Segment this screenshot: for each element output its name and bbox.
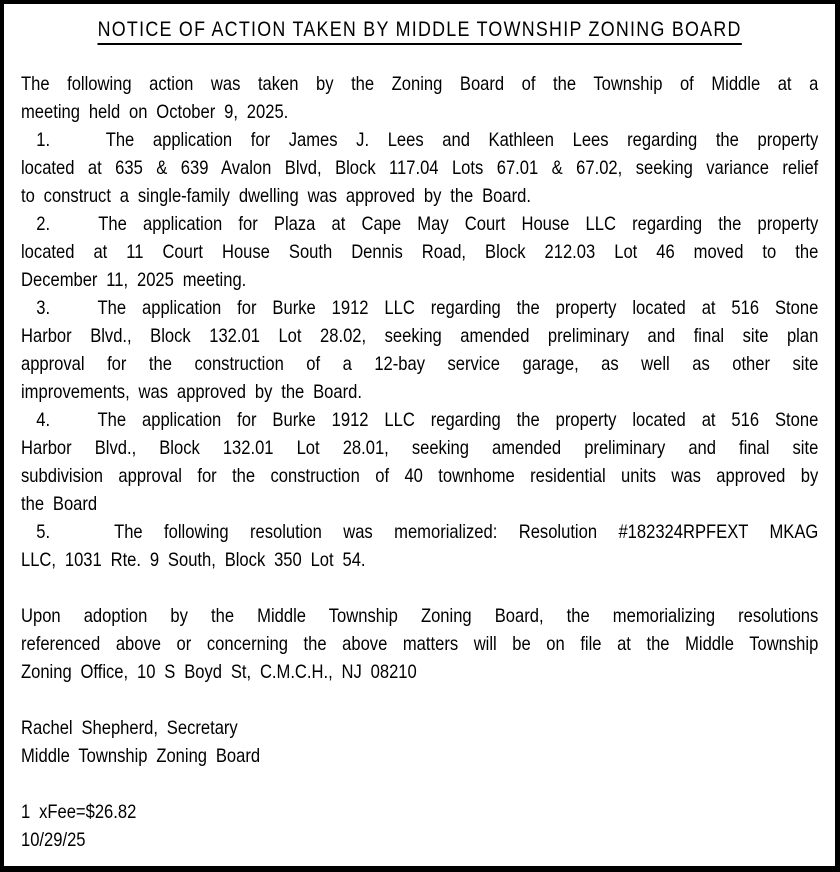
notice-line: Zoning Office, 10 S Boyd St, C.M.C.H., NJ 08210	[21, 661, 417, 683]
notice-line: The following action was taken by the Zoning Board of the Township of Middle at a	[21, 73, 819, 95]
notice-line: Upon adoption by the Middle Township Zoning Board, the memorializing resolutions	[21, 605, 819, 627]
signature-block	[21, 714, 818, 770]
notice-line: located at 635 & 639 Avalon Blvd, Block 117.04 Lots 67.01 & 67.02, seeking variance relief	[21, 157, 819, 179]
notice-content	[4, 4, 835, 854]
notice-line: subdivision approval for the construction of 40 townhome residential units was approved by	[21, 465, 819, 487]
notice-line: improvements, was approved by the Board.	[21, 381, 362, 403]
item-1	[21, 126, 818, 210]
signature-org-line: Middle Township Zoning Board	[21, 745, 261, 767]
item-4	[21, 406, 818, 518]
notice-line: referenced above or concerning the above matters will be on file at the Middle Township	[21, 633, 819, 655]
notice-line: 3. The application for Burke 1912 LLC regarding the property located at 516 Stone	[36, 297, 819, 319]
notice-line: Harbor Blvd., Block 132.01 Lot 28.02, seeking amended preliminary and final site plan	[21, 325, 819, 347]
notice-line: Harbor Blvd., Block 132.01 Lot 28.01, seeking amended preliminary and final site	[21, 437, 819, 459]
notice-line: LLC, 1031 Rte. 9 South, Block 350 Lot 54.	[21, 549, 366, 571]
date-line: 10/29/25	[21, 829, 86, 851]
title-row	[21, 16, 818, 44]
closing-paragraph	[21, 602, 818, 686]
item-3	[21, 294, 818, 406]
notice-line: meeting held on October 9, 2025.	[21, 101, 289, 123]
notice-line: December 11, 2025 meeting.	[21, 269, 247, 291]
notice-line: 2. The application for Plaza at Cape May Court House LLC regarding the property	[36, 213, 819, 235]
signature-name-line: Rachel Shepherd, Secretary	[21, 717, 238, 739]
notice-line: 4. The application for Burke 1912 LLC regarding the property located at 516 Stone	[36, 409, 819, 431]
notice-line: 1. The application for James J. Lees and Kathleen Lees regarding the property	[36, 129, 819, 151]
notice-line: the Board	[21, 493, 98, 515]
notice-line: located at 11 Court House South Dennis Road, Block 212.03 Lot 46 moved to the	[21, 241, 819, 263]
item-2	[21, 210, 818, 294]
notice-title: NOTICE OF ACTION TAKEN BY MIDDLE TOWNSHIP ZONING BOARD	[98, 18, 742, 45]
intro-paragraph	[21, 70, 818, 126]
notice-line: to construct a single-family dwelling was approved by the Board.	[21, 185, 531, 207]
item-5	[21, 518, 818, 574]
footer-block	[21, 798, 818, 854]
fee-line: 1 xFee=$26.82	[21, 801, 137, 823]
notice-line: 5. The following resolution was memorialized: Resolution #182324RPFEXT MKAG	[36, 521, 819, 543]
notice-line: approval for the construction of a 12-bay service garage, as well as other site	[21, 353, 819, 375]
